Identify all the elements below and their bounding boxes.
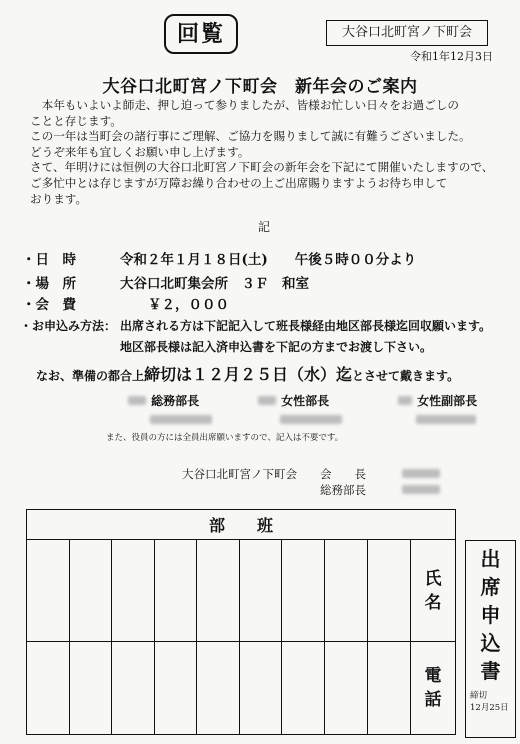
signature-org: 大谷口北町宮ノ下町会: [182, 467, 297, 481]
application-side-box: [465, 540, 516, 738]
contact-women-vice-head: [398, 390, 508, 428]
name-cell[interactable]: [239, 540, 282, 642]
contact-general-affairs: [128, 390, 228, 428]
form-header-cell: [27, 510, 456, 540]
side-deadline-label: 締切: [470, 691, 488, 701]
name-cell[interactable]: [112, 540, 155, 642]
body-line: 本年もいよいよ師走、押し迫って参りましたが、皆様お忙しい日々をお過ごしの: [30, 98, 459, 112]
deadline-line: [36, 362, 459, 385]
name-cell[interactable]: [27, 540, 70, 642]
side-title: [466, 541, 515, 685]
phone-cell[interactable]: [324, 642, 367, 735]
phone-cell[interactable]: [282, 642, 325, 735]
deadline-prefix: なお、準備の都合上: [36, 369, 145, 383]
redacted-name: [402, 485, 440, 494]
fee-label: ・会 費: [22, 297, 76, 313]
entry-form-table: [26, 509, 456, 735]
redacted-name: [402, 469, 440, 478]
name-cell[interactable]: [367, 540, 411, 642]
contact-women-head: [258, 390, 358, 428]
body-line: ご多忙中とは存じますが万障お繰り合わせの上ご出席賜りますようお待ち申して: [30, 175, 448, 190]
side-deadline-date: 12月25日: [470, 703, 509, 713]
form-header-label: 部 班: [208, 516, 273, 535]
place-label: ・場 所: [22, 276, 76, 292]
datetime-value: 令和２年１月１８日(土) 午後５時００分より: [120, 252, 417, 268]
name-cell[interactable]: [324, 540, 367, 642]
ki-heading: 記: [258, 220, 271, 234]
phone-cell[interactable]: [112, 642, 155, 735]
greeting-body: [30, 98, 500, 207]
phone-cell[interactable]: [27, 642, 70, 735]
name-cell[interactable]: [69, 540, 112, 642]
phone-cell[interactable]: [367, 642, 411, 735]
officer-note: また、役員の方には全員出席願いますので、記入は不要です。: [106, 433, 344, 443]
name-label-cell: [411, 540, 456, 642]
body-line: おります。: [30, 191, 88, 206]
name-cell[interactable]: [154, 540, 197, 642]
phone-label: 電話: [424, 666, 442, 710]
deadline-suffix: とさせて戴きます。: [352, 369, 460, 383]
datetime-label: ・日 時: [22, 252, 76, 268]
contact-role: 総務部長: [151, 394, 200, 408]
org-name-box: 大谷口北町宮ノ下町会: [326, 20, 488, 46]
place-value: 大谷口北町集会所 ３Ｆ 和室: [120, 276, 309, 292]
name-cell[interactable]: [282, 540, 325, 642]
body-line: さて、年明けには恒例の大谷口北町宮ノ下町会の新年会を下記にて開催いたしますので、: [30, 160, 494, 175]
name-cell[interactable]: [197, 540, 240, 642]
side-title-text: 出席申込書: [480, 547, 501, 683]
phone-cell[interactable]: [239, 642, 282, 735]
redacted-phone: [416, 415, 476, 424]
redacted-name: [398, 396, 412, 405]
redacted-phone: [150, 415, 212, 424]
apply-value-2: 地区部長様は記入済申込書を下記の方までお渡し下さい。: [120, 340, 433, 354]
contact-role: 女性部長: [281, 394, 330, 408]
phone-cell[interactable]: [69, 642, 112, 735]
signature-role-president: 会 長: [320, 467, 366, 481]
body-line: ことと存じます。: [30, 113, 122, 128]
contact-role: 女性副部長: [417, 394, 478, 408]
phone-label-cell: [411, 642, 456, 735]
deadline-main: 締切は１２月２５日（水）迄: [144, 365, 353, 384]
circulate-stamp: 回覧: [164, 14, 238, 54]
apply-label: ・お申込み方法：: [20, 319, 117, 333]
redacted-name: [128, 396, 146, 405]
page-title: 大谷口北町宮ノ下町会 新年会のご案内: [102, 77, 418, 97]
fee-value: ￥２，０００: [148, 297, 229, 313]
name-label: 氏名: [424, 568, 442, 613]
issue-date: 令和1年12月3日: [410, 50, 493, 63]
apply-value: 出席される方は下記記入して班長様経由地区部長様迄回収願います。: [120, 319, 492, 333]
redacted-phone: [280, 415, 342, 424]
body-line: この一年は当町会の諸行事にご理解、ご協力を賜りまして誠に有難うございました。: [30, 129, 471, 144]
body-line: どうぞ来年も宜しくお願い申し上げます。: [30, 144, 250, 159]
signature-role-general-affairs: 総務部長: [320, 483, 366, 497]
phone-cell[interactable]: [197, 642, 240, 735]
phone-cell[interactable]: [154, 642, 197, 735]
redacted-name: [258, 396, 276, 405]
